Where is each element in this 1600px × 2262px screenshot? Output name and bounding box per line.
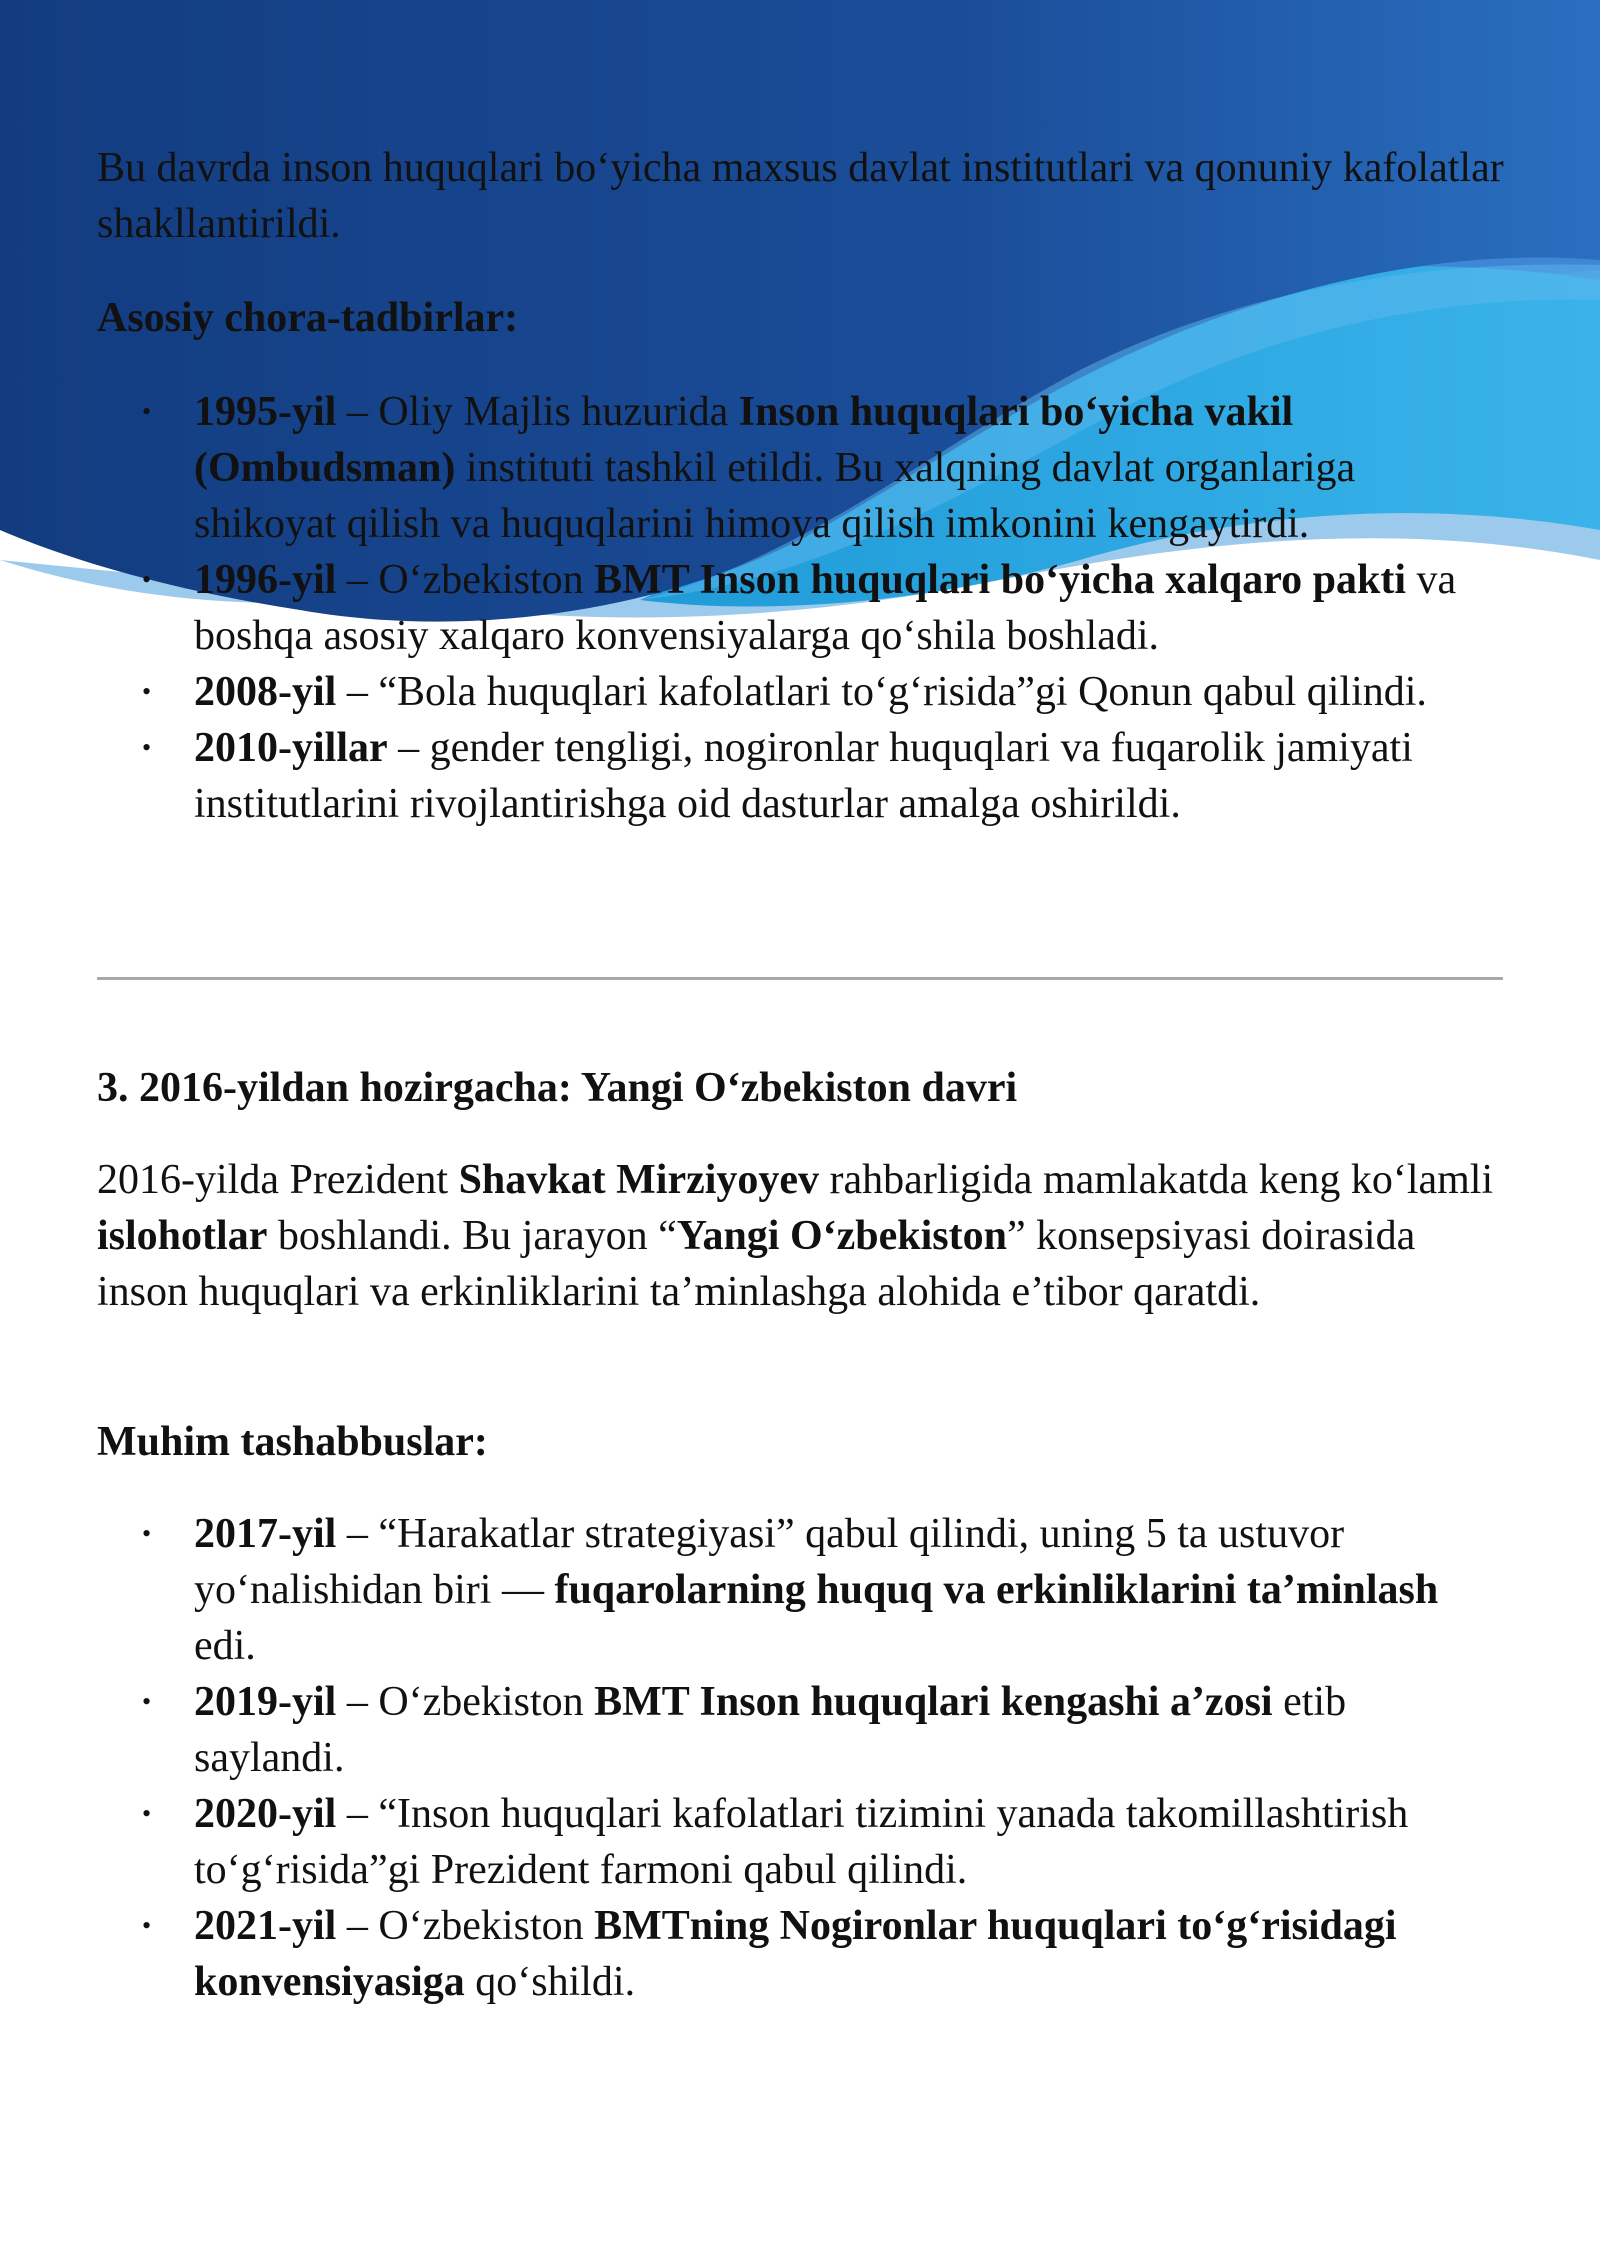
section2-measures-list (97, 384, 1507, 832)
bullet-icon: • (142, 677, 152, 706)
section3-initiatives-list (97, 1506, 1507, 2010)
section3-paragraph: 2016-yilda Prezident Shavkat Mirziyoyev rahbarligida mamlakatda keng ko‘lamli islohotlar boshlandi. Bu jarayon “Yangi O‘zbekiston” konsepsiyasi doirasida inson huquqlari va erkinliklarini ta’minlashga alohida e’tibor qaratdi. (97, 1157, 1494, 1315)
list-item: • 2021-yil – O‘zbekiston BMTning Nogironlar huquqlari to‘g‘risidagi konvensiyasiga qo‘shildi. (97, 1898, 1507, 2010)
bullet-icon: • (142, 565, 152, 594)
bullet-icon: • (142, 1687, 152, 1716)
list-item: • 2019-yil – O‘zbekiston BMT Inson huquqlari kengashi a’zosi etib saylandi. (97, 1674, 1507, 1786)
list-item: • 2017-yil – “Harakatlar strategiyasi” qabul qilindi, uning 5 ta ustuvor yo‘nalishidan biri — fuqarolarning huquq va erkinliklarini ta’minlash edi. (97, 1506, 1507, 1674)
bullet-icon: • (142, 1799, 152, 1828)
section-divider (97, 977, 1503, 980)
section3-title: 3. 2016-yildan hozirgacha: Yangi O‘zbekiston davri (97, 1065, 1018, 1111)
list-item: • 1996-yil – O‘zbekiston BMT Inson huquqlari bo‘yicha xalqaro pakti va boshqa asosiy xalqaro konvensiyalarga qo‘shila boshladi. (97, 552, 1507, 664)
bullet-icon: • (142, 397, 152, 426)
list-item: • 2020-yil – “Inson huquqlari kafolatlari tizimini yanada takomillashtirish to‘g‘risida”gi Prezident farmoni qabul qilindi. (97, 1786, 1507, 1898)
section2-heading: Asosiy chora-tadbirlar: (97, 295, 519, 341)
bullet-icon: • (142, 733, 152, 762)
list-item: • 2008-yil – “Bola huquqlari kafolatlari to‘g‘risida”gi Qonun qabul qilindi. (97, 664, 1507, 720)
bullet-icon: • (142, 1519, 152, 1548)
section2-intro: Bu davrda inson huquqlari bo‘yicha maxsus davlat institutlari va qonuniy kafolatlar shakllantirildi. (97, 145, 1504, 247)
list-item: • 1995-yil – Oliy Majlis huzurida Inson huquqlari bo‘yicha vakil (Ombudsman) instituti tashkil etildi. Bu xalqning davlat organlariga shikoyat qilish va huquqlarini himoya qilish imkonini kengaytirdi. (97, 384, 1507, 552)
list-item: • 2010-yillar – gender tengligi, nogironlar huquqlari va fuqarolik jamiyati institutlarini rivojlantirishga oid dasturlar amalga oshirildi. (97, 720, 1507, 832)
bullet-icon: • (142, 1911, 152, 1940)
section3-heading: Muhim tashabbuslar: (97, 1419, 488, 1465)
